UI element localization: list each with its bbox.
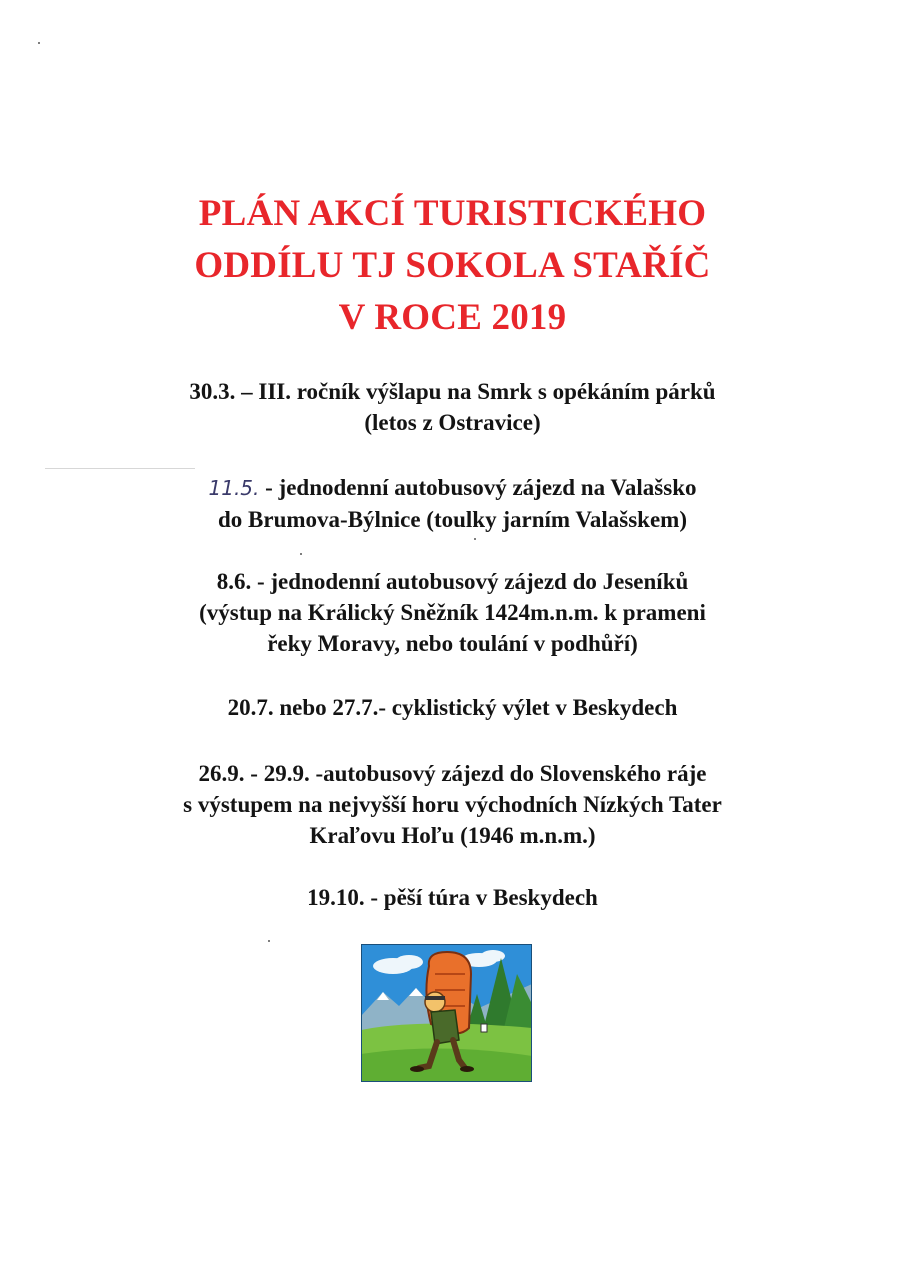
scan-speck	[38, 42, 40, 44]
event-line: 20.7. nebo 27.7.- cyklistický výlet v Beskydech	[227, 695, 678, 720]
event-item	[0, 882, 905, 913]
scan-artifact-line	[45, 468, 195, 469]
event-line: s výstupem na nejvyšší horu východních Nízkých Tater	[183, 792, 722, 817]
event-line: Kraľovu Hoľu (1946 m.n.m.)	[309, 823, 596, 848]
event-line: 8.6. - jednodenní autobusový zájezd do Jeseníků	[216, 569, 689, 594]
event-line: řeky Moravy, nebo toulání v podhůří)	[267, 631, 638, 656]
event-item	[0, 758, 905, 851]
event-line: 26.9. - 29.9. -autobusový zájezd do Slovenského ráje	[198, 761, 707, 786]
event-item	[0, 472, 905, 535]
title-line: V ROCE 2019	[338, 297, 567, 338]
event-line	[0, 472, 905, 504]
title-line: PLÁN AKCÍ TURISTICKÉHO	[198, 193, 707, 234]
title-line: ODDÍLU TJ SOKOLA STAŘÍČ	[194, 245, 711, 286]
event-line-text: - jednodenní autobusový zájezd na Valašsko	[259, 475, 697, 500]
page-title	[0, 188, 905, 344]
event-line: (letos z Ostravice)	[364, 410, 541, 435]
event-item	[0, 566, 905, 659]
scan-speck	[268, 940, 270, 942]
event-line: 30.3. – III. ročník výšlapu na Smrk s opékáním párků	[189, 379, 716, 404]
event-item	[0, 376, 905, 438]
event-line: 19.10. - pěší túra v Beskydech	[307, 885, 598, 910]
handwritten-date: 11.5.	[208, 476, 260, 500]
hiker-with-backpack-icon	[361, 944, 532, 1082]
event-line: do Brumova-Býlnice (toulky jarním Valašskem)	[218, 507, 687, 532]
event-item	[0, 692, 905, 723]
scan-speck	[300, 553, 302, 555]
scan-speck	[474, 538, 476, 540]
event-line: (výstup na Králický Sněžník 1424m.n.m. k prameni	[199, 600, 706, 625]
